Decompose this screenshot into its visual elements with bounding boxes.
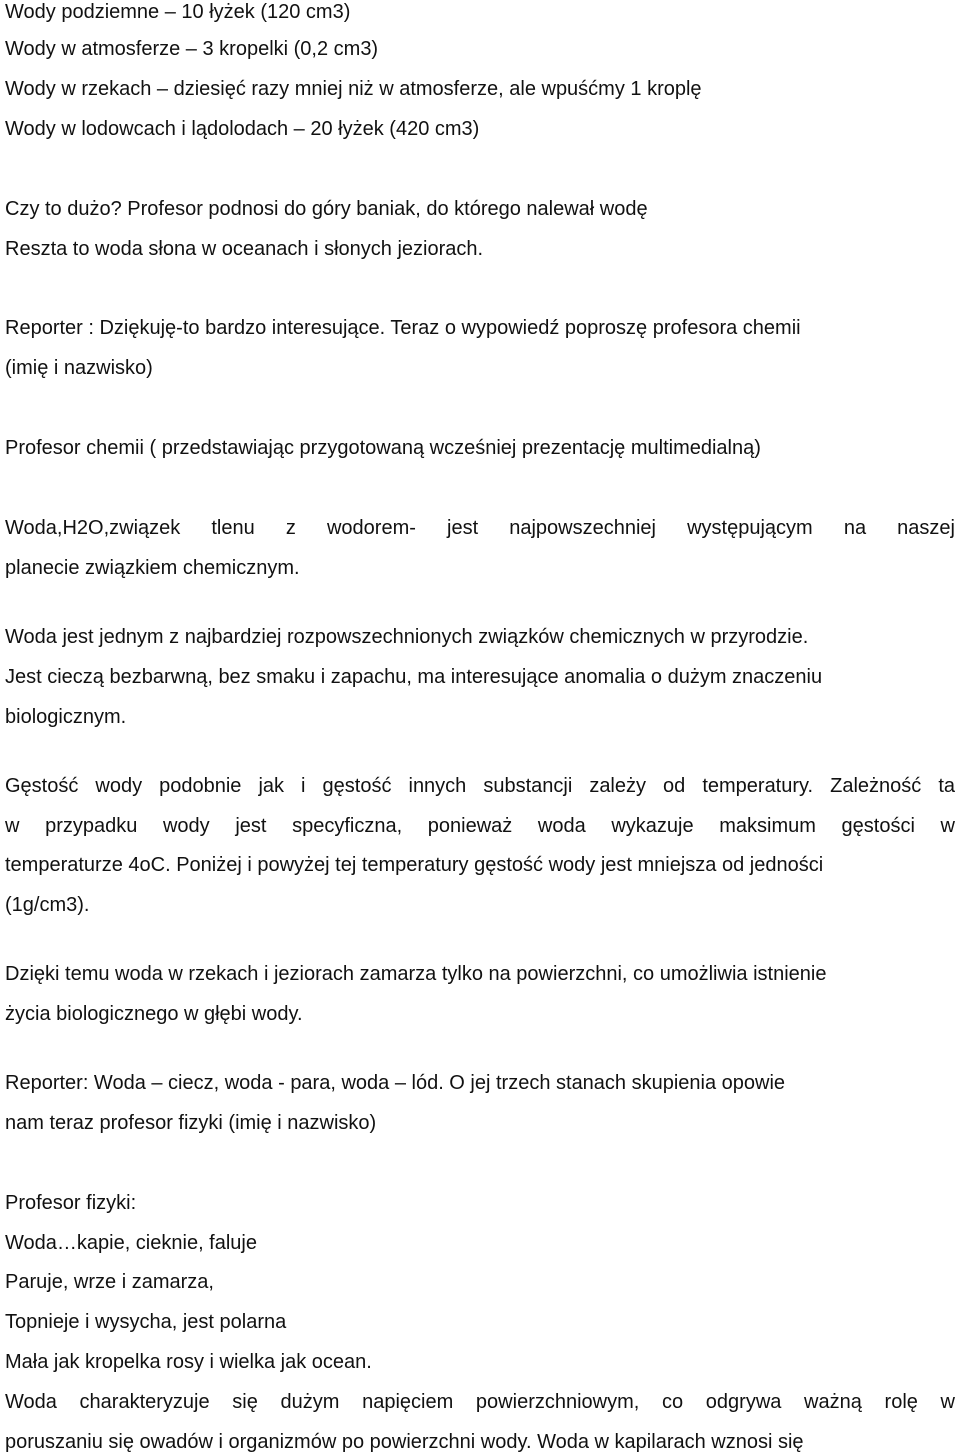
text-line: Wody w atmosferze – 3 kropelki (0,2 cm3)	[5, 38, 379, 60]
text-line: Wody podziemne – 10 łyżek (120 cm3)	[5, 1, 351, 23]
text-line: (imię i nazwisko)	[5, 357, 153, 379]
text-line: Dzięki temu woda w rzekach i jeziorach zamarza tylko na powierzchni, co umożliwia istnienie	[5, 963, 827, 985]
justified-line: Gęstość wody podobnie jak i gęstość innych substancji zależy od temperatury. Zależność ta	[5, 775, 955, 797]
text-line: Reporter: Woda – ciecz, woda - para, woda – lód. O jej trzech stanach skupienia opowie	[5, 1072, 786, 1094]
text-line: Woda…kapie, cieknie, faluje	[5, 1232, 257, 1254]
justified-line: w przypadku wody jest specyficzna, ponieważ woda wykazuje maksimum gęstości w	[5, 815, 955, 837]
text-line: planecie związkiem chemicznym.	[5, 557, 300, 579]
text-line: życia biologicznego w głębi wody.	[5, 1003, 303, 1025]
text-line: Profesor fizyki:	[5, 1192, 137, 1214]
text-line: temperaturze 4oC. Poniżej i powyżej tej temperatury gęstość wody jest mniejsza od jedności	[5, 854, 824, 876]
text-line: poruszaniu się owadów i organizmów po powierzchni wody. Woda w kapilarach wznosi się	[5, 1431, 804, 1453]
text-line: (1g/cm3).	[5, 894, 90, 916]
text-line: Reszta to woda słona w oceanach i słonych jeziorach.	[5, 238, 484, 260]
text-line: nam teraz profesor fizyki (imię i nazwisko)	[5, 1112, 377, 1134]
justified-line: Woda,H2O,związek tlenu z wodorem- jest najpowszechniej występującym na naszej	[5, 517, 955, 539]
text-line: Wody w lodowcach i lądolodach – 20 łyżek (420 cm3)	[5, 118, 480, 140]
text-line: Jest cieczą bezbarwną, bez smaku i zapachu, ma interesujące anomalia o dużym znaczeniu	[5, 666, 823, 688]
justified-line: Woda charakteryzuje się dużym napięciem powierzchniowym, co odgrywa ważną rolę w	[5, 1391, 955, 1413]
text-line: Wody w rzekach – dziesięć razy mniej niż w atmosferze, ale wpuśćmy 1 kroplę	[5, 78, 702, 100]
text-line: Czy to dużo? Profesor podnosi do góry baniak, do którego nalewał wodę	[5, 198, 648, 220]
text-line: Topnieje i wysycha, jest polarna	[5, 1311, 287, 1333]
text-line: Paruje, wrze i zamarza,	[5, 1271, 214, 1293]
text-line: Reporter : Dziękuję-to bardzo interesujące. Teraz o wypowiedź poproszę profesora chemii	[5, 317, 801, 339]
text-line: Profesor chemii ( przedstawiając przygotowaną wcześniej prezentację multimedialną)	[5, 437, 761, 459]
text-line: Mała jak kropelka rosy i wielka jak ocean.	[5, 1351, 372, 1373]
text-line: biologicznym.	[5, 706, 127, 728]
text-line: Woda jest jednym z najbardziej rozpowszechnionych związków chemicznych w przyrodzie.	[5, 626, 809, 648]
